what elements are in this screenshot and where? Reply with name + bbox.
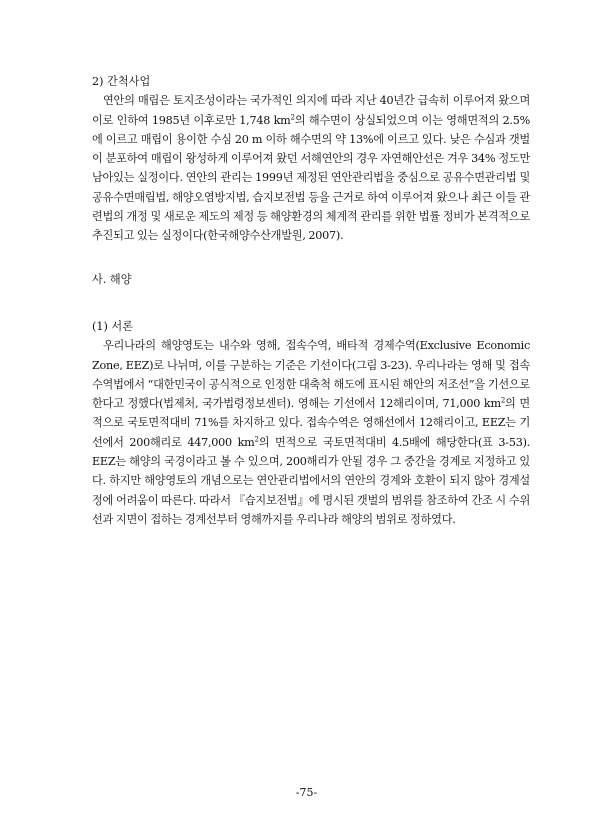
document-page [92, 72, 530, 529]
page-number: -75- [295, 786, 318, 799]
reclamation-paragraph [92, 91, 530, 245]
intro-text-3: 의 면적으로 국토면적대비 4.5배에 해당한다(표 3-53). EEZ는 해양의 국경이라고 볼 수 있으며, 200해리가 안될 경우 그 중간을 경계로 지정하고 있다. 하지만 해양영토의 개념으로는 연안관리법에서의 연안의 경계와 호환이 되지 않아 경계설정에 어려움이 따른다. 따라서 『습지보전법』에 명시된 갯벌의 범위를 참조하여 간조 시 수위선과 지면이 접하는 경계선부터 영해까지를 우리나라 해양의 범위로 정하였다. [92, 435, 530, 526]
spacer [92, 246, 530, 270]
reclamation-text-1: 연안의 매립은 토지조성이라는 국가적인 의지에 따라 지난 40년간 급속히 이루어져 왔으며 이로 인하여 1985년 이후로만 1,748 km [92, 94, 530, 127]
intro-text-2: 의 면적으로 국토면적대비 71%를 차지하고 있다. 접속수역은 영해선에서 12해리이고, EEZ는 기선에서 200해리로 447,000 km [92, 397, 530, 449]
section-heading-intro: (1) 서론 [92, 319, 134, 333]
section-heading-reclamation: 2) 간척사업 [92, 75, 151, 88]
reclamation-text-2: 의 해수면이 상실되었으며 이는 영해면적의 2.5%에 이르고 매립이 용이한 수심 20 m 이하 해수면의 약 13%에 이르고 있다. 낮은 수심과 갯벌이 분포하여 매립이 왕성하게 이루어져 왔던 서해연안의 경우 자연해안선은 겨우 34% 정도만 남아있는 실정이다. 연안의 관리는 1999년 제정된 연안관리법을 중심으로 공유수면관리법 및 공유수면매립법, 해양오염방지법, 습지보전법 등을 근거로 하여 이루어져 왔으나 최근 이들 관련법의 개정 및 새로운 제도의 제정 등 해양환경의 체계적 관리를 위한 법률 정비가 본격적으로 추진되고 있는 실정이다(한국해양수산개발원, 2007). [92, 113, 530, 243]
spacer [92, 289, 530, 317]
superscript-2: 2 [500, 396, 506, 405]
superscript-2: 2 [290, 112, 295, 121]
superscript-2: 2 [254, 435, 259, 444]
intro-text-1: 우리나라의 해양영토는 내수와 영해, 접속수역, 배타적 경제수역(Exclusive Economic Zone, EEZ)로 나뉘며, 이를 구분하는 기준은 기선이다(그림 3-23). 우리나라는 영해 및 접속수역법에서 “대한민국이 공식적으로 인정한 대축척 해도에 표시된 해안의 저조선”을 기선으로 한다고 정했다(법제처, 국가법령정보센터). 영해는 기선에서 12해리이며, 71,000 km [92, 339, 530, 411]
intro-paragraph [92, 336, 530, 529]
section-heading-ocean: 사. 해양 [92, 272, 132, 286]
